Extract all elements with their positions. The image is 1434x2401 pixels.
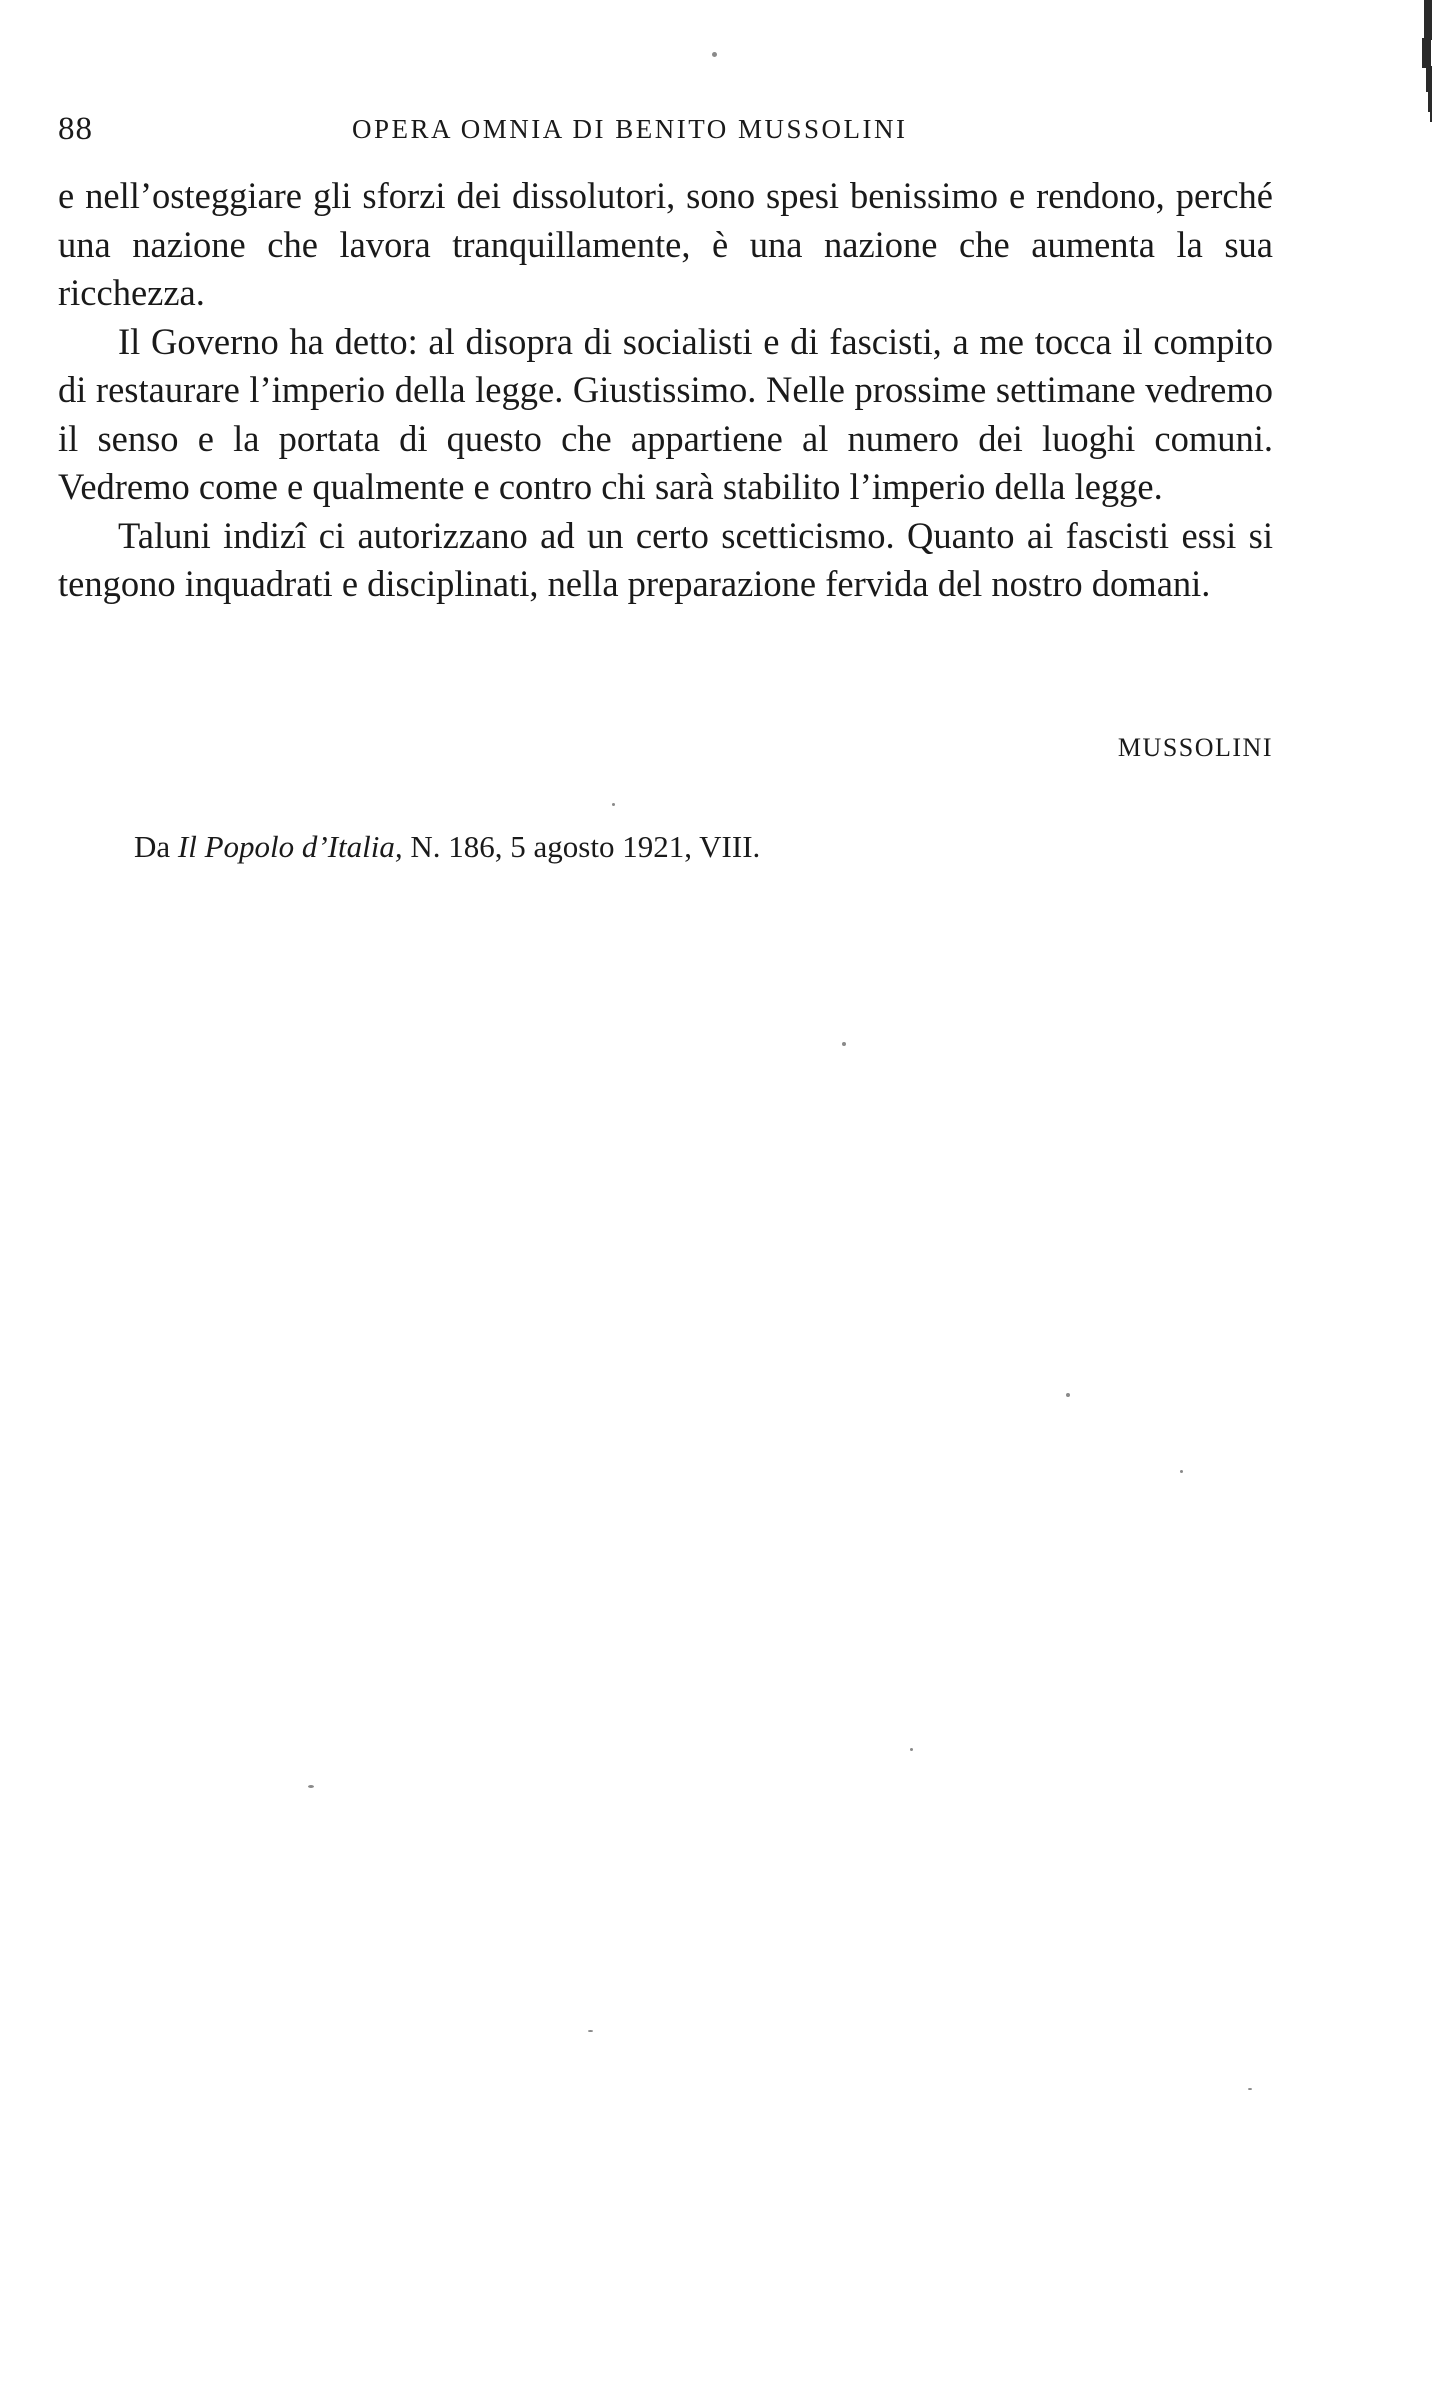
paper-speck <box>1248 2088 1252 2090</box>
author-signature: MUSSOLINI <box>1117 733 1273 762</box>
paper-speck <box>712 52 717 57</box>
article-body <box>58 172 1273 609</box>
publication-name: Il Popolo d’Italia, <box>177 829 403 864</box>
paper-speck <box>1180 1470 1183 1473</box>
paper-speck <box>588 2030 593 2032</box>
paper-speck <box>612 803 615 806</box>
page-number: 88 <box>58 111 93 147</box>
source-note <box>134 823 760 871</box>
paper-speck <box>910 1748 913 1751</box>
paper-speck <box>842 1042 846 1046</box>
paragraph-3: Taluni indizî ci autorizzano ad un certo scetticismo. Quanto ai fascisti essi si tengono inquadrati e disciplinati, nella preparazione fervida del nostro domani. <box>58 514 1273 604</box>
running-head <box>58 104 1273 154</box>
paragraph-1: e nell’osteggiare gli sforzi dei dissolutori, sono spesi benissimo e rendono, perché una nazione che lavora tranquillamente, è una nazione che aumenta la sua ricchezza. <box>58 175 1273 313</box>
paper-speck <box>1066 1393 1070 1397</box>
source-prefix: Da <box>134 829 178 864</box>
binding-edge-mark <box>1418 0 1434 160</box>
running-title: OPERA OMNIA DI BENITO MUSSOLINI <box>352 114 908 144</box>
paragraph-2: Il Governo ha detto: al disopra di socialisti e di fascisti, a me tocca il compito di restaurare l’imperio della legge. Giustissimo. Nelle prossime settimane vedremo il senso e la portata di questo che appartiene al numero dei luoghi comuni. Vedremo come e qualmente e contro chi sarà stabilito l’imperio della legge. <box>58 320 1273 507</box>
source-details: N. 186, 5 agosto 1921, VIII. <box>402 829 761 864</box>
paper-speck <box>308 1785 314 1788</box>
